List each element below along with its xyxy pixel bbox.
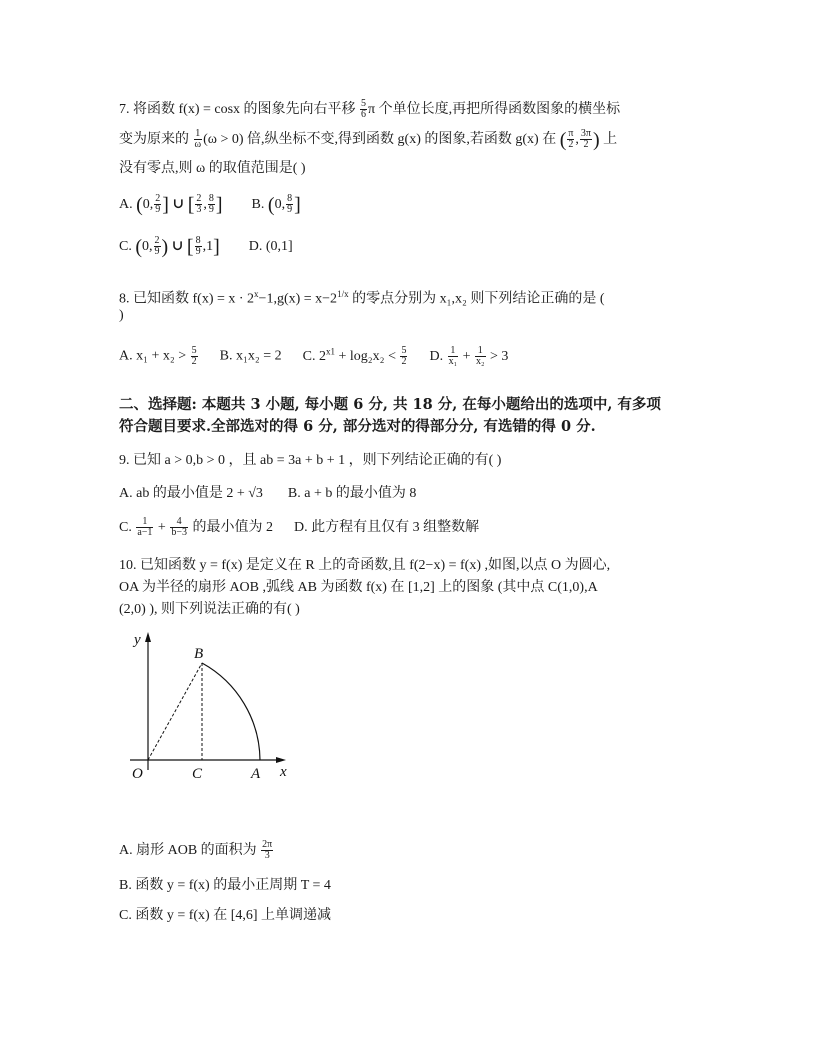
- q7-options-ab: A. (0, $\frac{2}{9}$ ] ∪ [ $\frac{2}{3}$ , $\frac{8}{9}$ ] B. (0, $\frac{8}{9}$ ]: [119, 193, 301, 216]
- q7-interval-left: $\frac{\pi}{2}$: [568, 128, 574, 151]
- label-O: O: [132, 766, 143, 782]
- label-C: C: [192, 766, 203, 782]
- q8-options: A. x₁ + x₂ > $\frac{5}{2}$ B. x₁x₂ = 2 C. $2^{x1} + \log_2x_2$ < $\frac{5}{2}$ D. $\frac{1}{\text{x₁}}$ + $\frac{1}{\text{x₂}}$ > 3: [119, 344, 509, 367]
- q7-option-b-label: B.: [251, 197, 268, 212]
- q7-function: f(x) = cosx: [178, 102, 241, 117]
- q7-text: 个单位长度,再把所得函数图象的横坐标: [375, 102, 621, 117]
- section2-heading-line2: 符合题目要求.全部选对的得 6 分, 部分选对的得部分分, 有选错的得 0 分.: [119, 418, 596, 435]
- q7-option-a-label: A.: [119, 197, 137, 212]
- q10-option-b: B. 函数 y = f(x) 的最小正周期 T = 4: [119, 878, 331, 893]
- q7-text: 的图象先向右平移: [240, 102, 360, 117]
- q9-option-b: B. a + b 的最小值为 8: [287, 486, 417, 501]
- q7-pi: π: [368, 102, 376, 117]
- q10-option-c: C. 函数 y = f(x) 在 [4,6] 上单调递减: [119, 908, 332, 923]
- q9-stem: 9. 已知 a > 0,b > 0 ，且 ab = 3a + b + 1 ，则下列结论正确的有( ): [119, 453, 502, 468]
- q7-line1: [119, 99, 620, 121]
- arc-AB: [202, 663, 260, 760]
- q10-option-a: A. 扇形 AOB 的面积为 $\frac{2\pi}{3}$: [119, 839, 273, 862]
- label-B: B: [194, 646, 204, 662]
- q7-option-d: D. (0,1]: [248, 239, 293, 254]
- q10-line3: (2,0) ), 则下列说法正确的有( ): [119, 602, 300, 617]
- q7-options-cd: C. (0, $\frac{2}{9}$ ) ∪ [ $\frac{8}{9}$ ,1] D. (0,1]: [119, 235, 293, 258]
- q10-line1: 10. 已知函数 y = f(x) 是定义在 R 上的奇函数,且 f(2−x) = f(x) ,如图,以点 O 为圆心,: [119, 558, 611, 573]
- q7-line2: 变为原来的 $\frac{1}{\omega}$ (ω > 0) 倍,纵坐标不变,得到函数 g(x) 的图象,若函数 g(x) 在 ( $\frac{\pi}{2}$ , $\frac{3\pi}{2}$ ) 上: [119, 128, 618, 151]
- segment-OB: [148, 663, 202, 760]
- label-A: A: [251, 766, 261, 782]
- q8-line2: ): [119, 308, 124, 323]
- sector-figure: [118, 630, 308, 785]
- q7-interval-right: $\frac{3\pi}{2}$: [580, 128, 591, 151]
- q7-omega-fraction: $\frac{1}{\omega}$: [194, 128, 202, 151]
- q8-line1: 8. 已知函数 $f(x) = x \cdot 2^x-1,g(x) = x-2^{1/x}$ 的零点分别为 x₁,x₂ 则下列结论正确的是 (: [119, 289, 605, 307]
- q9-options-cd: [119, 517, 479, 539]
- q9-option-c: C. $\frac{1}{a-1}$ + $\frac{4}{b-3}$ 的最小值为 2: [119, 516, 273, 539]
- section2-heading-line1: 二、选择题: 本题共 3 小题, 每小题 6 分, 共 18 分, 在每小题给出的选项中, 有多项: [119, 396, 661, 413]
- q10-line2: OA 为半径的扇形 AOB ,弧线 AB 为函数 f(x) 在 [1,2] 上的图象 (其中点 C(1,0),A: [119, 580, 598, 595]
- x-axis-arrow: [276, 757, 286, 763]
- q8-option-a: A. x₁ + x₂ >: [119, 348, 190, 364]
- y-axis-arrow: [145, 632, 151, 642]
- q9-options-ab: [119, 483, 416, 505]
- q8-option-d: D. $\frac{1}{\text{x₁}}$ + $\frac{1}{\text{x₂}}$ > 3: [429, 344, 509, 367]
- q7-shift-fraction: $\frac{5}{6}$: [361, 98, 367, 121]
- q7-option-c-label: C.: [119, 239, 136, 254]
- q9-option-a: A. ab 的最小值是 2 + √3: [119, 486, 263, 501]
- q7-line3: 没有零点,则 ω 的取值范围是( ): [119, 161, 306, 176]
- q9-option-d: D. 此方程有且仅有 3 组整数解: [293, 520, 480, 535]
- q8-option-c: C. $2^{x1} + \log_2x_2$ < $\frac{5}{2}$: [302, 344, 407, 367]
- q7-text: 7. 将函数: [119, 102, 179, 117]
- q8-option-b: B. x₁x₂ = 2: [219, 348, 282, 364]
- label-y: y: [134, 632, 141, 648]
- label-x: x: [280, 764, 287, 780]
